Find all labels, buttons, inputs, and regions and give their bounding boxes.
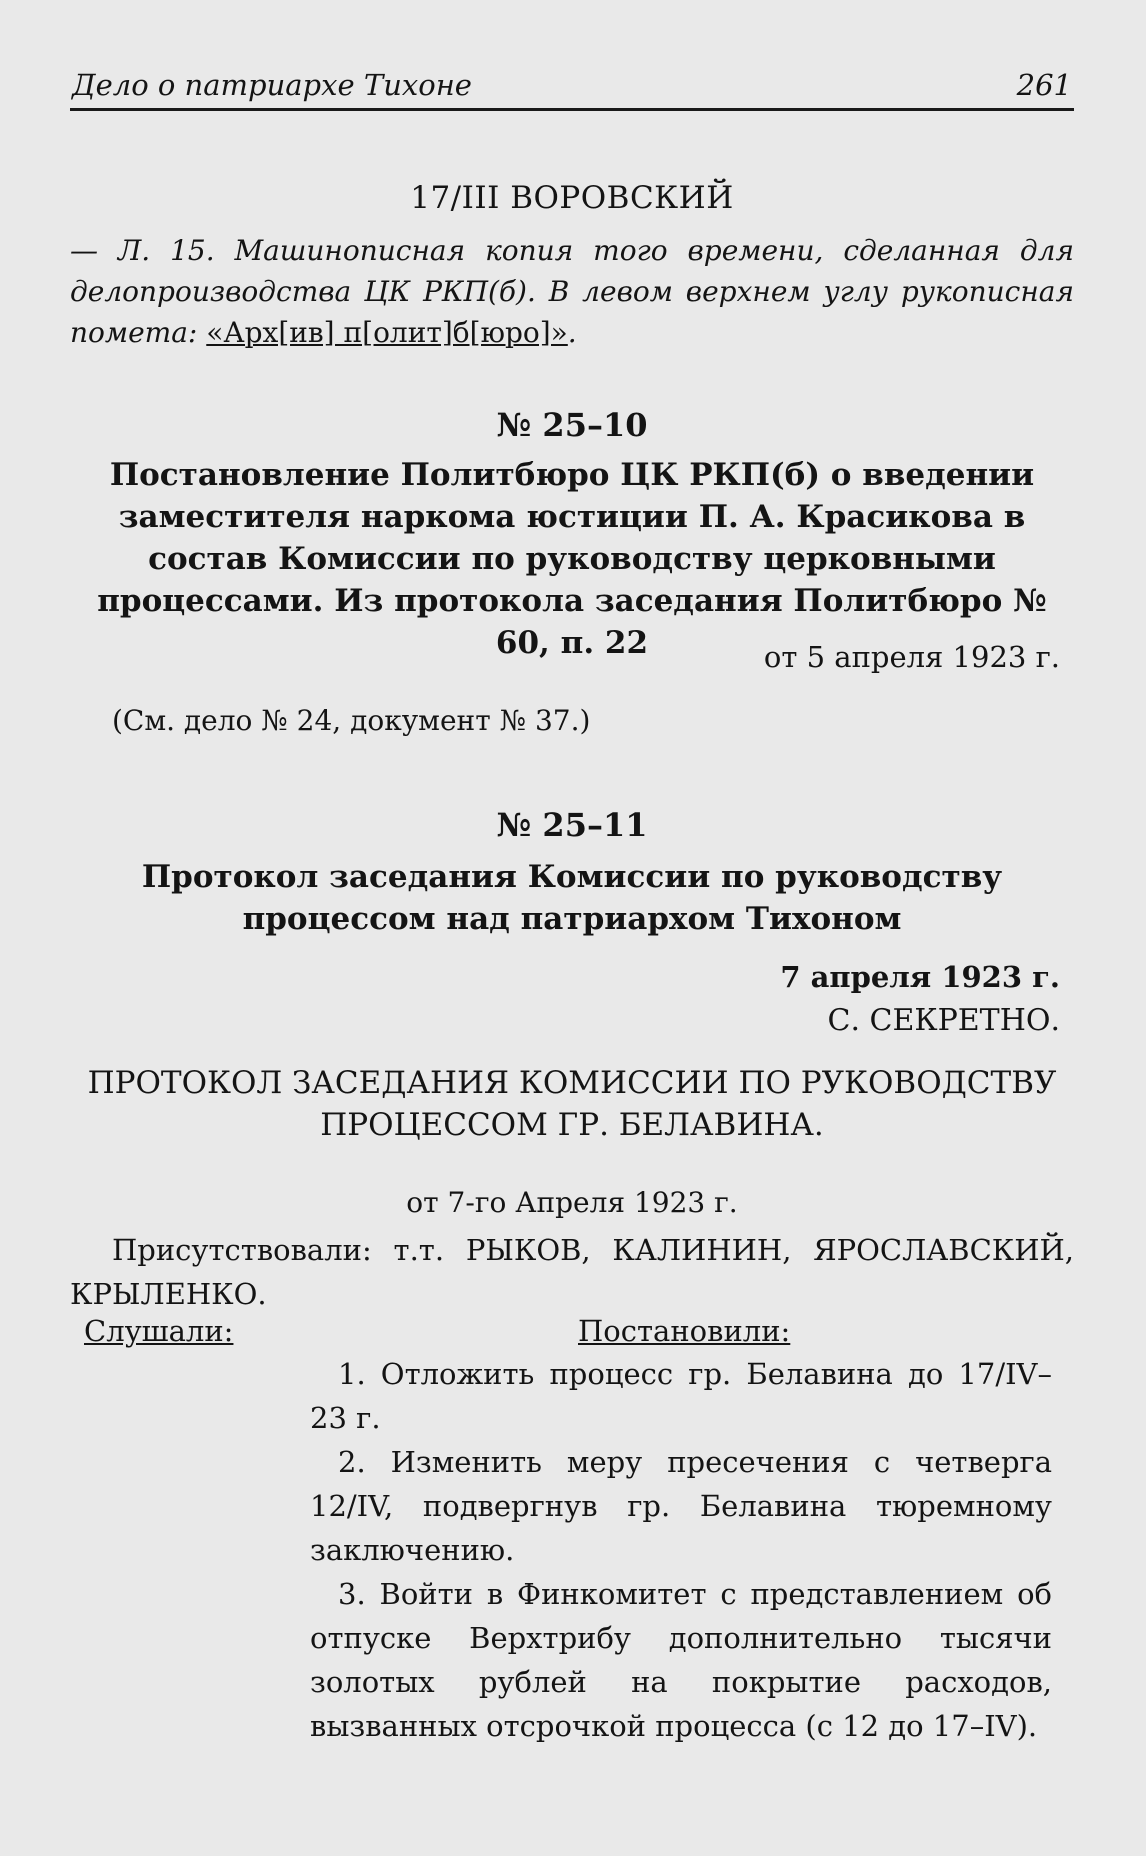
- decided-label: Постановили:: [578, 1314, 791, 1348]
- resolution-item: 3. Войти в Финкомитет с представлением об отпуске Верхтрибу дополнительно тысячи золотых рублей на покрытие расходов, вызванных отсрочкой процесса (с 12 до 17–IV).: [310, 1577, 1052, 1743]
- attendees: Присутствовали: т.т. РЫКОВ, КАЛИНИН, ЯРОСЛАВСКИЙ, КРЫЛЕНКО.: [70, 1233, 1074, 1311]
- document-title-25-11: Протокол заседания Комиссии по руководству процессом над патриархом Тихоном: [141, 859, 1003, 937]
- document-number-25-11: № 25–11: [496, 806, 648, 844]
- source-note-end: .: [567, 316, 577, 349]
- source-note-text: — Л. 15. Машинописная копия того времени, сделанная для делопроизводства ЦК РКП(б). В левом верхнем углу рукописная помета:: [70, 234, 1074, 349]
- protocol-date: от 7-го Апреля 1923 г.: [406, 1186, 738, 1219]
- previous-document-signature: 17/III ВОРОВСКИЙ: [410, 180, 734, 216]
- running-header: [70, 64, 1074, 111]
- page-number: 261: [1016, 68, 1072, 102]
- resolution-item: 1. Отложить процесс гр. Белавина до 17/IV–23 г.: [310, 1357, 1052, 1435]
- heard-label: Слушали:: [84, 1314, 234, 1348]
- document-date-25-11: 7 апреля 1923 г.: [780, 960, 1060, 994]
- cross-reference: (См. дело № 24, документ № 37.): [112, 704, 591, 737]
- document-number-25-10: № 25–10: [496, 406, 648, 444]
- protocol-heading: ПРОТОКОЛ ЗАСЕДАНИЯ КОМИССИИ ПО РУКОВОДСТВУ ПРОЦЕССОМ ГР. БЕЛАВИНА.: [87, 1065, 1057, 1143]
- resolution-items: [310, 1340, 1052, 1748]
- document-date-25-10: от 5 апреля 1923 г.: [763, 640, 1060, 674]
- archival-source-note: [70, 230, 1074, 353]
- archive-mark: «Арх[ив] п[олит]б[юро]»: [206, 316, 568, 349]
- secrecy-classification: С. СЕКРЕТНО.: [827, 1003, 1060, 1038]
- resolution-item: 2. Изменить меру пресечения с четверга 12/IV, подвергнув гр. Белавина тюремному заключению.: [310, 1445, 1052, 1567]
- document-title-25-10: Постановление Политбюро ЦК РКП(б) о введении заместителя наркома юстиции П. А. Красикова в состав Комиссии по руководству церковными процессами. Из протокола заседания Политбюро № 60, п. 22: [97, 457, 1047, 661]
- running-title: Дело о патриархе Тихоне: [72, 68, 472, 102]
